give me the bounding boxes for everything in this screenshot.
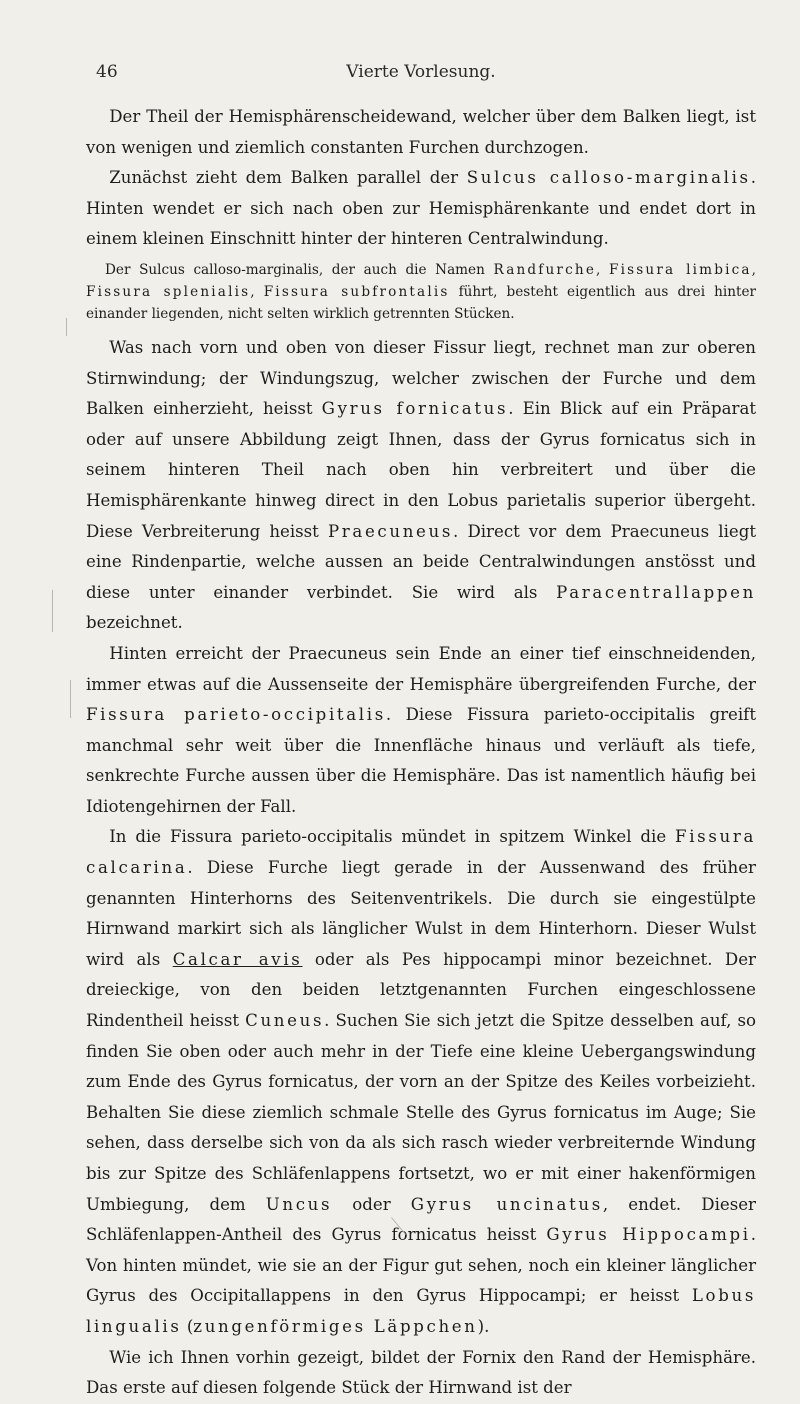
- spaced-term: Calcar avis: [172, 949, 303, 969]
- page-number: 46: [96, 62, 118, 82]
- spaced-term: Fissura subfrontalis: [263, 283, 450, 300]
- spaced-term: Sulcus calloso-marginalis: [466, 168, 751, 188]
- text-run: . Suchen Sie sich jetzt die Spitze desselben auf, so finden Sie oben oder auch mehr in der Tiefe eine kleine Uebergangswindung zum Ende des Gyrus fornicatus, der vorn an der Spitze des Keiles vorbeizieht. Behalten Sie diese ziemlich schmale Stelle des Gyrus fornicatus im Auge; Sie sehen, dass derselbe sich von da als sich rasch wieder verbreiternde Windung bis zur Spitze des Schläfenlappens fortsetzt, wo er mit einer hakenförmigen Umbiegung, dem: [86, 1011, 756, 1214]
- text-run: Was nach vorn und oben von dieser Fissur liegt, rechnet man zur oberen Stirnwindung; der Windungszug, welcher zwischen der Furche und dem Balken einherzieht, heisst: [86, 337, 756, 419]
- page: [86, 62, 756, 1404]
- text-run: In die Fissura parieto-occipitalis mündet in spitzem Winkel die: [109, 827, 676, 847]
- text-run: oder als Pes hippocampi minor bezeichnet. Der dreieckige, von den beiden letztgenannten Furchen eingeschlossene Rindentheil heisst: [86, 949, 756, 1031]
- paragraph-p1: [86, 102, 756, 163]
- text-run: ).: [477, 1316, 490, 1336]
- text-run: Der Sulcus calloso-marginalis, der auch die Namen: [105, 261, 494, 278]
- spaced-term: Fissura parieto-occipitalis: [86, 705, 386, 725]
- spaced-term: Gyrus fornicatus: [321, 399, 509, 419]
- spaced-term: Cuneus: [245, 1011, 325, 1031]
- margin-mark: [52, 590, 53, 632]
- margin-mark: [70, 680, 71, 718]
- spaced-term: Fissura splenialis: [86, 283, 251, 300]
- spaced-term: Gyrus uncinatus: [410, 1194, 603, 1214]
- spaced-term: Gyrus Hippocampi: [546, 1225, 751, 1245]
- text-run: ,: [596, 261, 609, 278]
- spaced-term: zungenförmiges Läppchen: [193, 1316, 478, 1336]
- text-run: führt, besteht eigentlich aus drei hinter einander liegenden, nicht selten wirklich getrennten Stücken.: [86, 283, 756, 322]
- paragraph-p4: [86, 333, 756, 639]
- paragraph-p3: [86, 259, 756, 325]
- text-run: , endet. Dieser Schläfenlappen-Antheil des Gyrus fornicatus heisst: [86, 1194, 756, 1245]
- spaced-term: Fissura calcarina: [86, 827, 756, 878]
- paragraph-p2: [86, 163, 756, 255]
- spaced-term: Randfurche: [493, 261, 597, 278]
- spaced-term: Paracentrallappen: [556, 582, 756, 602]
- text-run: . Ein Blick auf ein Präparat oder auf unsere Abbildung zeigt Ihnen, dass der Gyrus fornicatus sich in seinem hinteren Theil nach oben hin verbreitert und über die Hemisphärenkante hinweg direct in den Lobus parietalis superior übergeht. Diese Verbreiterung heisst: [86, 399, 756, 541]
- text-run: oder: [332, 1194, 411, 1214]
- paragraph-p5: [86, 639, 756, 823]
- text-run: Zunächst zieht dem Balken parallel der: [109, 168, 467, 188]
- paragraph-p7: [86, 1343, 756, 1404]
- text-run: bezeichnet.: [86, 613, 183, 633]
- text-run: ,: [751, 261, 756, 278]
- text-run: (: [181, 1316, 194, 1336]
- text-run: . Hinten wendet er sich nach oben zur Hemisphärenkante und endet dort in einem kleinen Einschnitt hinter der hinteren Centralwindung.: [86, 168, 756, 249]
- text-run: Der Theil der Hemisphärenscheidewand, welcher über dem Balken liegt, ist von wenigen und ziemlich constanten Furchen durchzogen.: [86, 107, 756, 157]
- spaced-term: Uncus: [265, 1194, 333, 1214]
- page-header: [86, 62, 756, 92]
- text-run: . Diese Fissura parieto-occipitalis greift manchmal sehr weit über die Innenfläche hinaus und verläuft als tiefe, senkrechte Furche aussen über die Hemisphäre. Das ist namentlich häufig bei Idiotengehirnen der Fall.: [86, 705, 756, 816]
- text-run: ,: [250, 283, 264, 300]
- spaced-term: Lobus lingualis: [86, 1286, 756, 1336]
- margin-mark: [66, 318, 67, 336]
- spaced-term: Fissura limbica: [608, 261, 752, 278]
- text-run: . Von hinten mündet, wie sie an der Figur gut sehen, noch ein kleiner länglicher Gyrus des Occipitallappens in den Gyrus Hippocampi; er heisst: [86, 1225, 756, 1306]
- text-run: Wie ich Ihnen vorhin gezeigt, bildet der Fornix den Rand der Hemisphäre. Das erste auf diesen folgende Stück der Hirnwand ist der: [86, 1347, 756, 1398]
- text-run: Hinten erreicht der Praecuneus sein Ende an einer tief einschneidenden, immer etwas auf die Aussenseite der Hemisphäre übergreifenden Furche, der: [86, 643, 756, 694]
- text-run: . Direct vor dem Praecuneus liegt eine Rindenpartie, welche aussen an beide Centralwindungen anstösst und diese unter einander verbindet. Sie wird als: [86, 521, 756, 602]
- body-text: [86, 102, 756, 1404]
- text-run: . Diese Furche liegt gerade in der Aussenwand des früher genannten Hinterhorns des Seitenventrikels. Die durch sie eingestülpte Hirnwand markirt sich als länglicher Wulst in dem Hinterhorn. Dieser Wulst wird als: [86, 858, 756, 969]
- spaced-term: Praecuneus: [327, 521, 454, 541]
- running-title: Vierte Vorlesung.: [346, 62, 496, 82]
